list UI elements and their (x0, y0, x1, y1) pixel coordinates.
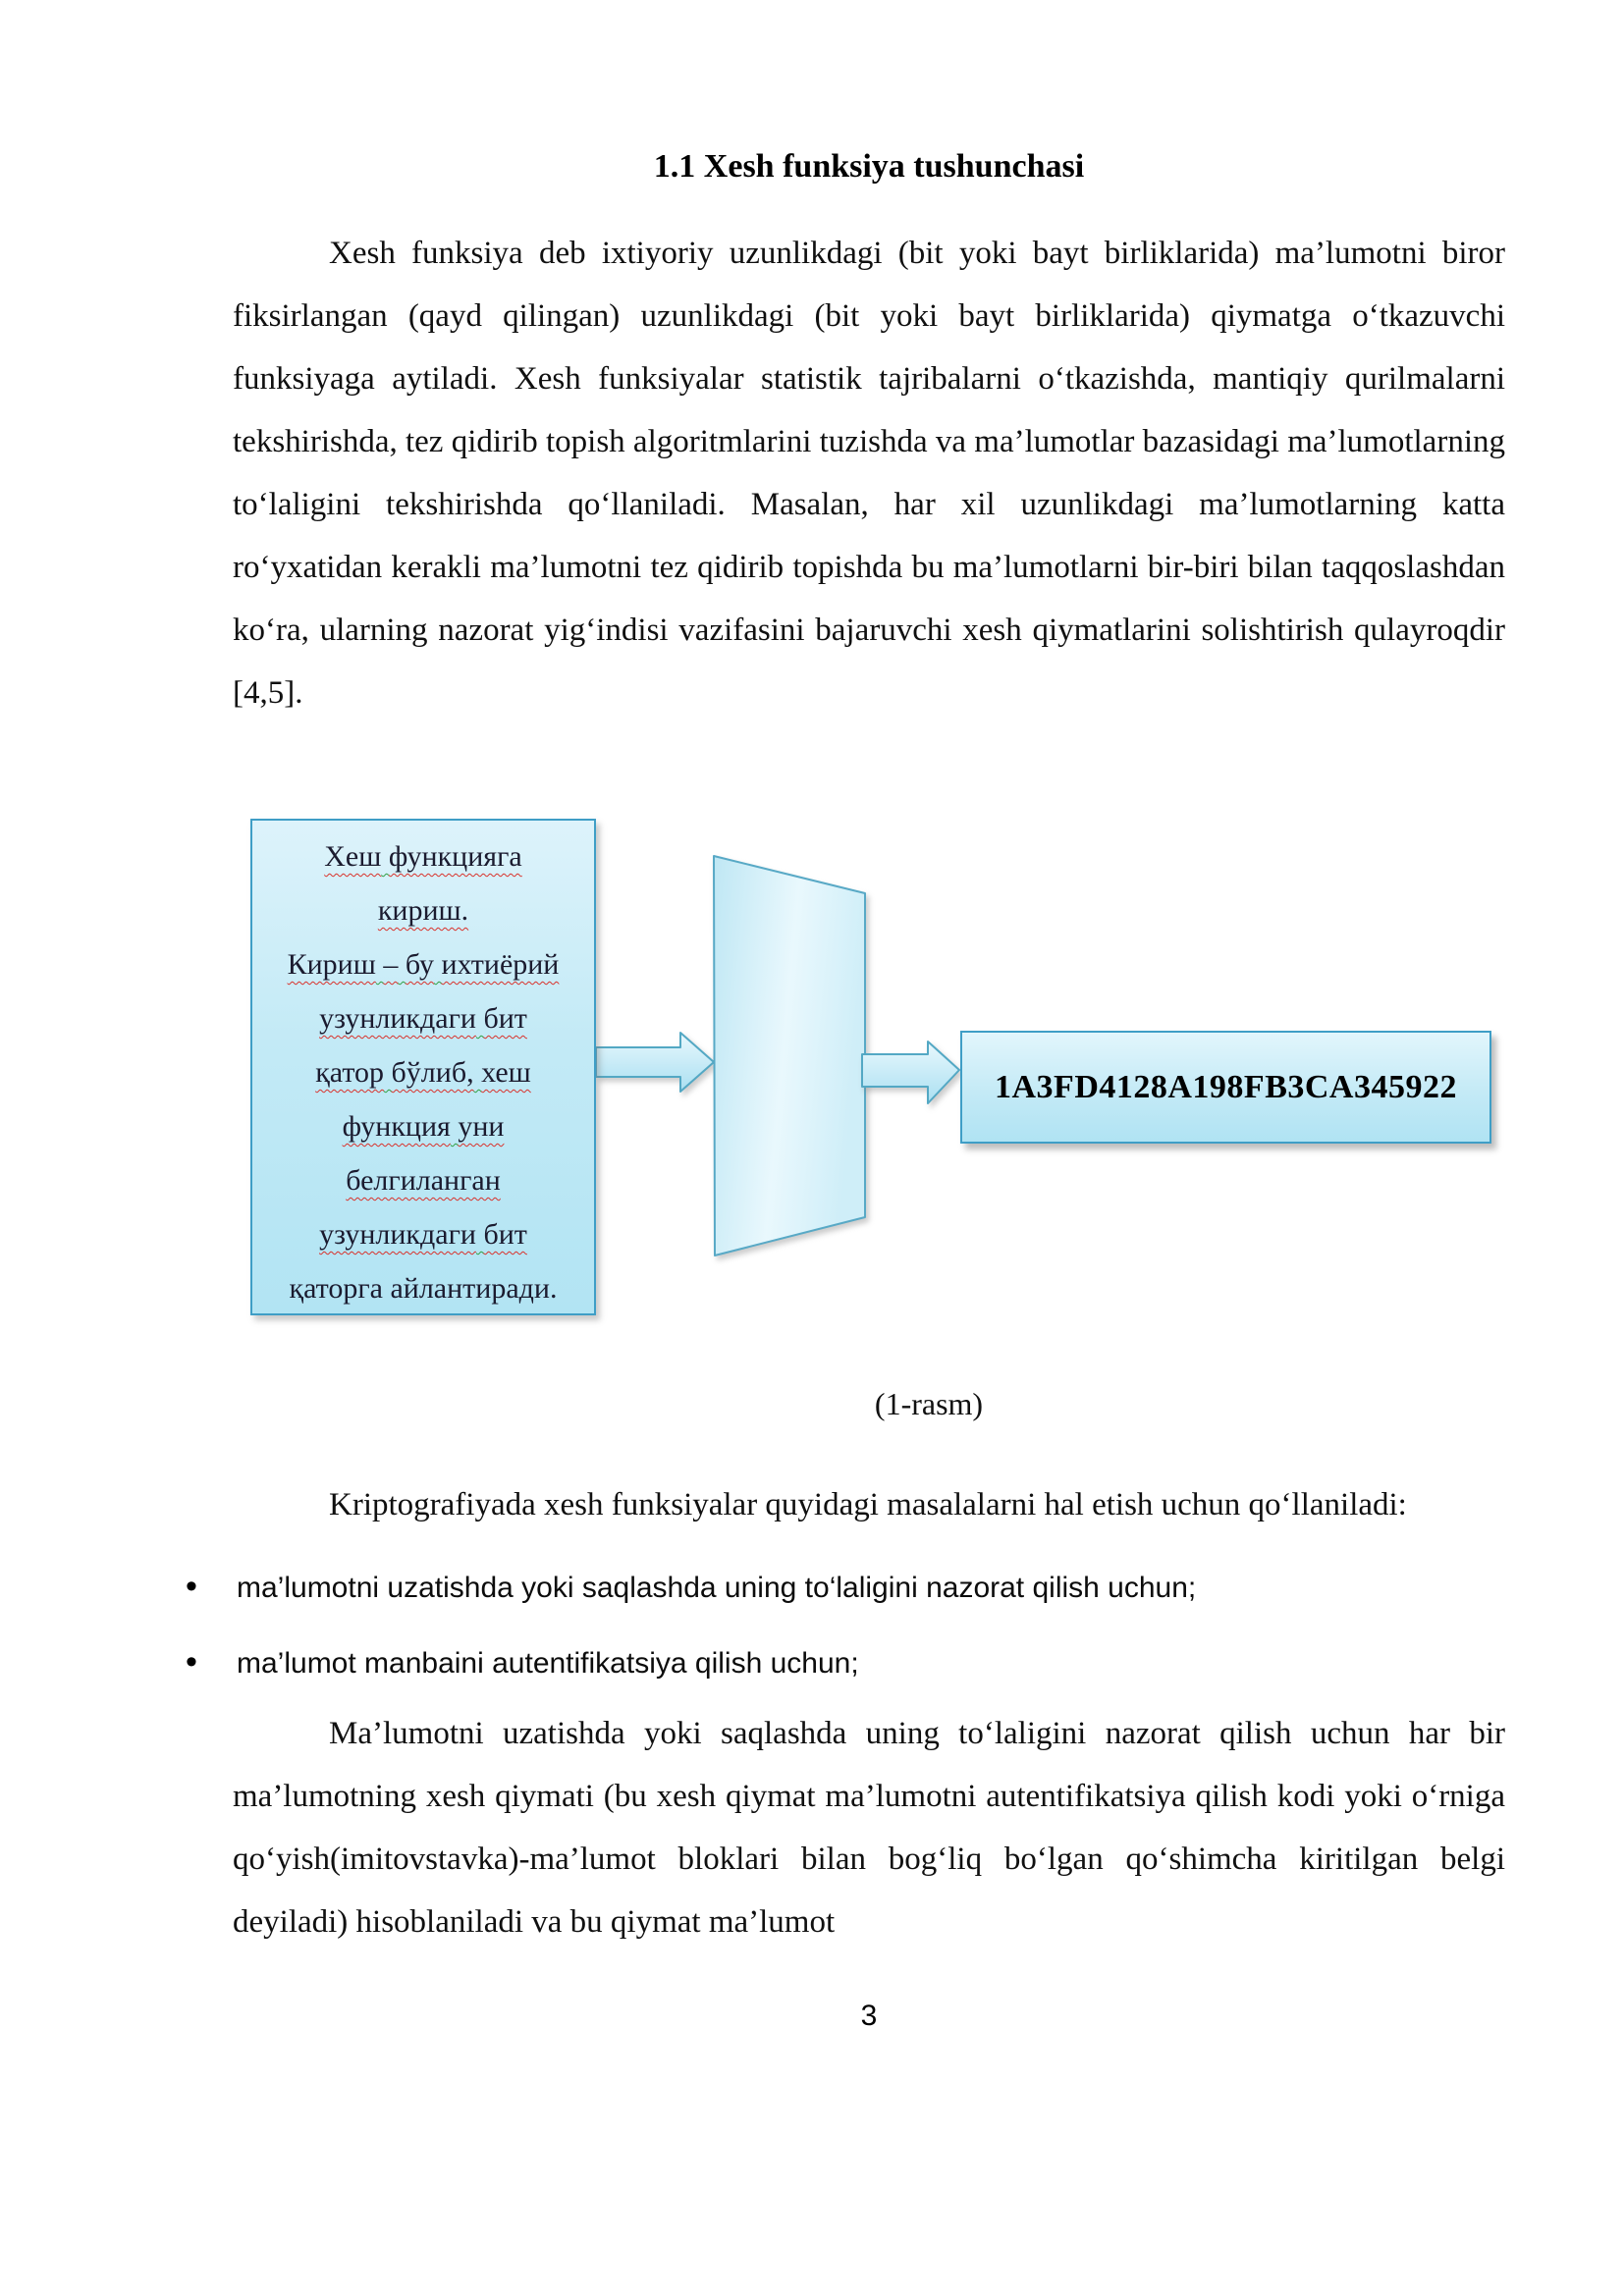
arrow-right-icon (862, 1041, 959, 1103)
list-item (186, 1640, 1505, 1687)
bullet-dot-icon: • (186, 1643, 197, 1681)
hash-function-diagram (233, 797, 1505, 1337)
list-item-text: ma’lumotni uzatishda yoki saqlashda uning to‘laligini nazorat qilish uchun; (237, 1572, 1197, 1604)
hash-input-box (250, 819, 596, 1315)
list-item-text: ma’lumot manbaini autentifikatsiya qilish uchun; (237, 1647, 859, 1680)
bullet-list (186, 1565, 1505, 1687)
input-box-line: узунликдаги бит (319, 1002, 527, 1035)
input-box-line: кириш. (377, 894, 469, 927)
input-box-line: Кириш – бу ихтиёрий (287, 948, 560, 981)
page-number: 3 (860, 2000, 878, 2032)
input-box-line: Хеш функцияга (324, 840, 522, 873)
paragraph-crypto-uses: Kriptografiyada xesh funksiyalar quyidagi masalalarni hal etish uchun qo‘llaniladi: (329, 1487, 1407, 1522)
bullet-dot-icon: • (186, 1568, 197, 1605)
arrow-right-icon (596, 1033, 714, 1092)
input-box-line: қаторга айлантиради. (289, 1272, 558, 1305)
input-box-line: белгиланган (346, 1164, 501, 1197)
paragraph-integrity: Ma’lumotni uzatishda yoki saqlashda uning to‘laligini nazorat qilish uchun har bir ma’lumotning xesh qiymati (bu xesh qiymat ma’lumotni autentifikatsiya qilish kodi yoki o‘rniga qo‘yish(imitovstavka)-ma’lumot bloklari bilan bog‘liq bo‘lgan qo‘shimcha kiritilgan belgi deyiladi) hisoblaniladi va bu qiymat ma’lumot (233, 1716, 1505, 1940)
section-title: 1.1 Xesh funksiya tushunchasi (653, 148, 1085, 185)
input-box-line: узунликдаги бит (319, 1218, 527, 1251)
input-box-line: қатор бўлиб, хеш (315, 1056, 531, 1089)
hash-value: 1A3FD4128A198FB3CA345922 (995, 1068, 1457, 1105)
figure-caption: (1-rasm) (874, 1386, 984, 1421)
list-item (186, 1565, 1505, 1612)
hash-function-shape (714, 856, 865, 1255)
input-box-line: функция уни (342, 1110, 505, 1143)
paragraph-intro: Xesh funksiya deb ixtiyoriy uzunlikdagi (bit yoki bayt birliklarida) ma’lumotni biror fiksirlangan (qayd qilingan) uzunlikdagi (bit yoki bayt birliklarida) qiymatga o‘tkazuvchi funksiyaga aytiladi. Xesh funksiyalar statistik tajribalarni o‘tkazishda, mantiqiy qurilmalarni tekshirishda, tez qidirib topish algoritmlarini tuzishda va ma’lumotlar bazasidagi ma’lumotlarning to‘laligini tekshirishda qo‘llaniladi. Masalan, har xil uzunlikdagi ma’lumotlarning katta ro‘yxatidan kerakli ma’lumotni tez qidirib topishda bu ma’lumotlarni bir-biri bilan taqqoslashdan ko‘ra, ularning nazorat yig‘indisi vazifasini bajaruvchi xesh qiymatlarini solishtirish qulayroqdir [4,5]. (233, 236, 1505, 711)
hash-output-box (960, 1031, 1491, 1144)
